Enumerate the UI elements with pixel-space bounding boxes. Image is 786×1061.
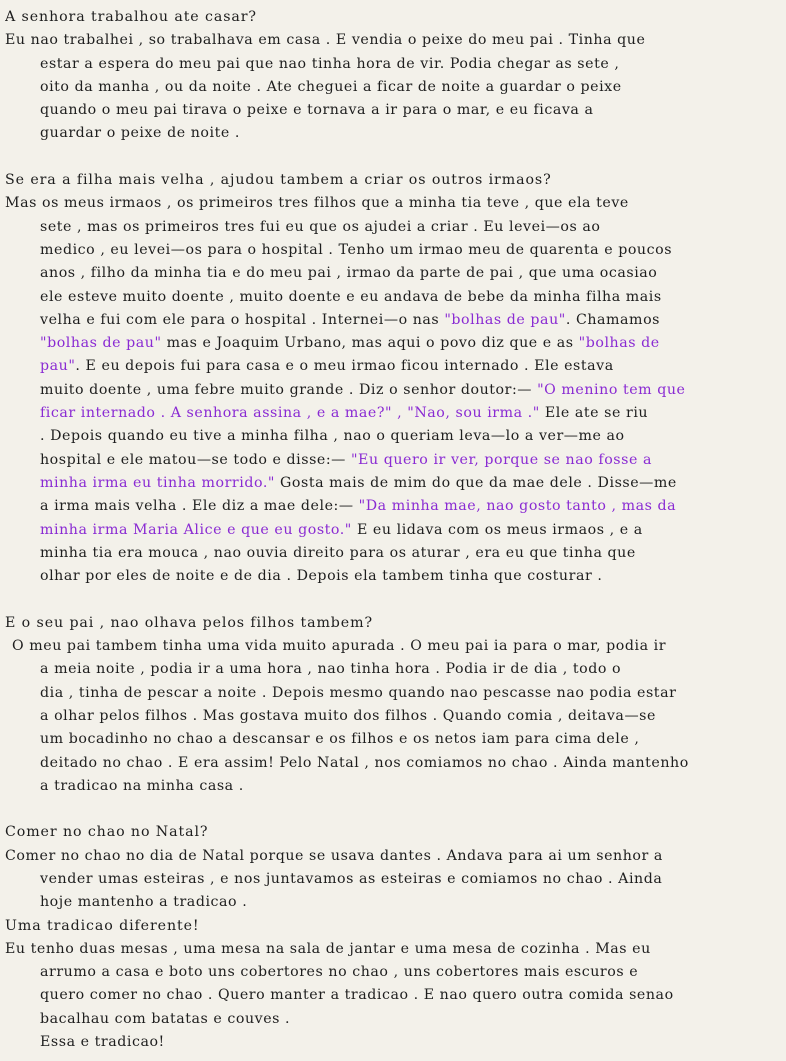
answer-text: hospital e ele matou—se todo e disse:— — [40, 451, 351, 468]
answer-text: Mas os meus irmaos , os primeiros tres filhos que a minha tia teve , que ela teve — [5, 195, 629, 212]
answer-text: quando o meu pai tirava o peixe e tornava a ir para o mar, e eu ficava a — [40, 102, 594, 119]
interview-question: Comer no chao no Natal? — [5, 824, 209, 841]
answer-line — [5, 379, 778, 402]
answer-text: mas e Joaquim Urbano, mas aqui o povo diz que e as — [161, 335, 579, 352]
quoted-speech: "Da minha mae, nao gosto tanto , mas da — [358, 498, 677, 515]
answer-text: arrumo a casa e boto uns cobertores no chao , uns cobertores mais escuros e — [40, 964, 639, 981]
quoted-speech: "bolhas de pau" — [444, 311, 566, 328]
answer-text: quero comer no chao . Quero manter a tradicao . E nao quero outra comida senao — [40, 987, 674, 1004]
answer-text: Gosta mais de mim do que da mae dele . Disse—me — [274, 474, 677, 491]
answer-text: um bocadinho no chao a descansar e os filhos e os netos iam para cima dele , — [40, 731, 640, 748]
quoted-speech: pau" — [40, 358, 76, 375]
answer-text: O meu pai tambem tinha uma vida muito apurada . O meu pai ia para o mar, podia ir — [12, 638, 667, 655]
answer-line — [5, 775, 778, 798]
quoted-speech: ficar internado . A senhora assina , e a mae?" , "Nao, sou irma ." — [40, 405, 540, 422]
answer-line — [5, 402, 778, 425]
answer-line — [5, 262, 778, 285]
interview-answer — [5, 635, 778, 798]
answer-line — [5, 495, 778, 518]
quoted-speech: minha irma eu tinha morrido." — [40, 474, 275, 491]
interview-question: A senhora trabalhou ate casar? — [5, 9, 257, 25]
answer-text: oito da manha , ou da noite . Ate cheguei a ficar de noite a guardar o peixe — [40, 78, 622, 95]
answer-text: ele esteve muito doente , muito doente e eu andava de bebe da minha filha mais — [40, 288, 662, 305]
answer-line — [5, 658, 778, 681]
answer-text: a irma mais velha . Ele diz a mae dele:— — [40, 498, 359, 515]
interview-question: E o seu pai , nao olhava pelos filhos tambem? — [5, 614, 373, 631]
answer-line — [5, 565, 778, 588]
quoted-speech: minha irma Maria Alice e que eu gosto." — [40, 521, 352, 538]
answer-line — [5, 542, 778, 565]
answer-text: anos , filho da minha tia e do meu pai , irmao da parte de pai , que uma ocasiao — [40, 265, 658, 282]
interview-question: Se era a filha mais velha , ajudou tambem a criar os outros irmaos? — [5, 172, 552, 189]
answer-line — [5, 76, 778, 99]
answer-text: vender umas esteiras , e nos juntavamos as esteiras e comiamos no chao . Ainda — [40, 870, 663, 887]
answer-text: Ele ate se riu — [539, 405, 649, 422]
quoted-speech: "Eu quero ir ver, porque se nao fosse a — [350, 451, 652, 468]
answer-line — [5, 752, 778, 775]
answer-line — [5, 216, 778, 239]
answer-line — [5, 961, 778, 984]
interview-question: Uma tradicao diferente! — [5, 917, 200, 934]
answer-line — [5, 449, 778, 472]
interview-answer — [5, 845, 778, 915]
paragraph-spacer — [5, 588, 778, 611]
answer-text: . Depois quando eu tive a minha filha , nao o queriam leva—lo a ver—me ao — [40, 428, 625, 445]
answer-text: estar a espera do meu pai que nao tinha hora de vir. Podia chegar as sete , — [40, 55, 620, 72]
answer-line — [5, 984, 778, 1007]
quoted-speech: "bolhas de pau" — [40, 335, 162, 352]
answer-line — [5, 53, 778, 76]
answer-line — [5, 192, 778, 215]
answer-line — [5, 728, 778, 751]
answer-text: bacalhau com batatas e couves . — [40, 1010, 291, 1027]
answer-line — [5, 29, 778, 52]
answer-line — [5, 425, 778, 448]
answer-line — [5, 635, 778, 658]
interview-answer — [5, 192, 778, 588]
answer-text: deitado no chao . E era assim! Pelo Natal , nos comiamos no chao . Ainda mantenho — [40, 754, 689, 771]
paragraph-spacer — [5, 146, 778, 169]
answer-text: muito doente , uma febre muito grande . Diz o senhor doutor:— — [40, 381, 538, 398]
answer-line — [5, 1008, 778, 1031]
answer-text: minha tia era mouca , nao ouvia direito para os aturar , era eu que tinha que — [40, 544, 636, 561]
answer-text: dia , tinha de pescar a noite . Depois mesmo quando nao pescasse nao podia estar — [40, 684, 677, 701]
answer-text: velha e fui com ele para o hospital . Internei—o nas — [40, 311, 445, 328]
interview-answer — [5, 29, 778, 145]
answer-line — [5, 845, 778, 868]
answer-line — [5, 309, 778, 332]
answer-line — [5, 1031, 778, 1054]
answer-line — [5, 332, 778, 355]
quoted-speech: "bolhas de — [578, 335, 660, 352]
answer-line — [5, 868, 778, 891]
answer-text: a meia noite , podia ir a uma hora , nao tinha hora . Podia ir de dia , todo o — [40, 661, 622, 678]
answer-line — [5, 239, 778, 262]
answer-text: Eu nao trabalhei , so trabalhava em casa . E vendia o peixe do meu pai . Tinha que — [5, 32, 646, 49]
answer-text: . Chamamos — [565, 311, 660, 328]
answer-line — [5, 286, 778, 309]
interview-answer — [5, 938, 778, 1054]
answer-line — [5, 705, 778, 728]
answer-text: a tradicao na minha casa . — [40, 777, 244, 794]
answer-text: Eu tenho duas mesas , uma mesa na sala de jantar e uma mesa de cozinha . Mas eu — [5, 940, 651, 957]
answer-line — [5, 99, 778, 122]
quoted-speech: "O menino tem que — [537, 381, 686, 398]
answer-text: Comer no chao no dia de Natal porque se usava dantes . Andava para ai um senhor a — [5, 847, 663, 864]
answer-text: a olhar pelos filhos . Mas gostava muito dos filhos . Quando comia , deitava—se — [40, 707, 656, 724]
answer-line — [5, 122, 778, 145]
answer-text: medico , eu levei—os para o hospital . Tenho um irmao meu de quarenta e poucos — [40, 241, 673, 258]
answer-text: sete , mas os primeiros tres fui eu que os ajudei a criar . Eu levei—os ao — [40, 218, 601, 235]
answer-text: . E eu depois fui para casa e o meu irmao ficou internado . Ele estava — [75, 358, 614, 375]
answer-line — [5, 355, 778, 378]
answer-line — [5, 938, 778, 961]
answer-text: Essa e tradicao! — [40, 1034, 165, 1051]
answer-line — [5, 891, 778, 914]
answer-text: olhar por eles de noite e de dia . Depois ela tambem tinha que costurar . — [40, 568, 603, 585]
answer-text: E eu lidava com os meus irmaos , e a — [351, 521, 643, 538]
paragraph-spacer — [5, 798, 778, 821]
answer-text: hoje mantenho a tradicao . — [40, 894, 248, 911]
answer-line — [5, 682, 778, 705]
answer-text: guardar o peixe de noite . — [40, 125, 240, 142]
answer-line — [5, 519, 778, 542]
answer-line — [5, 472, 778, 495]
